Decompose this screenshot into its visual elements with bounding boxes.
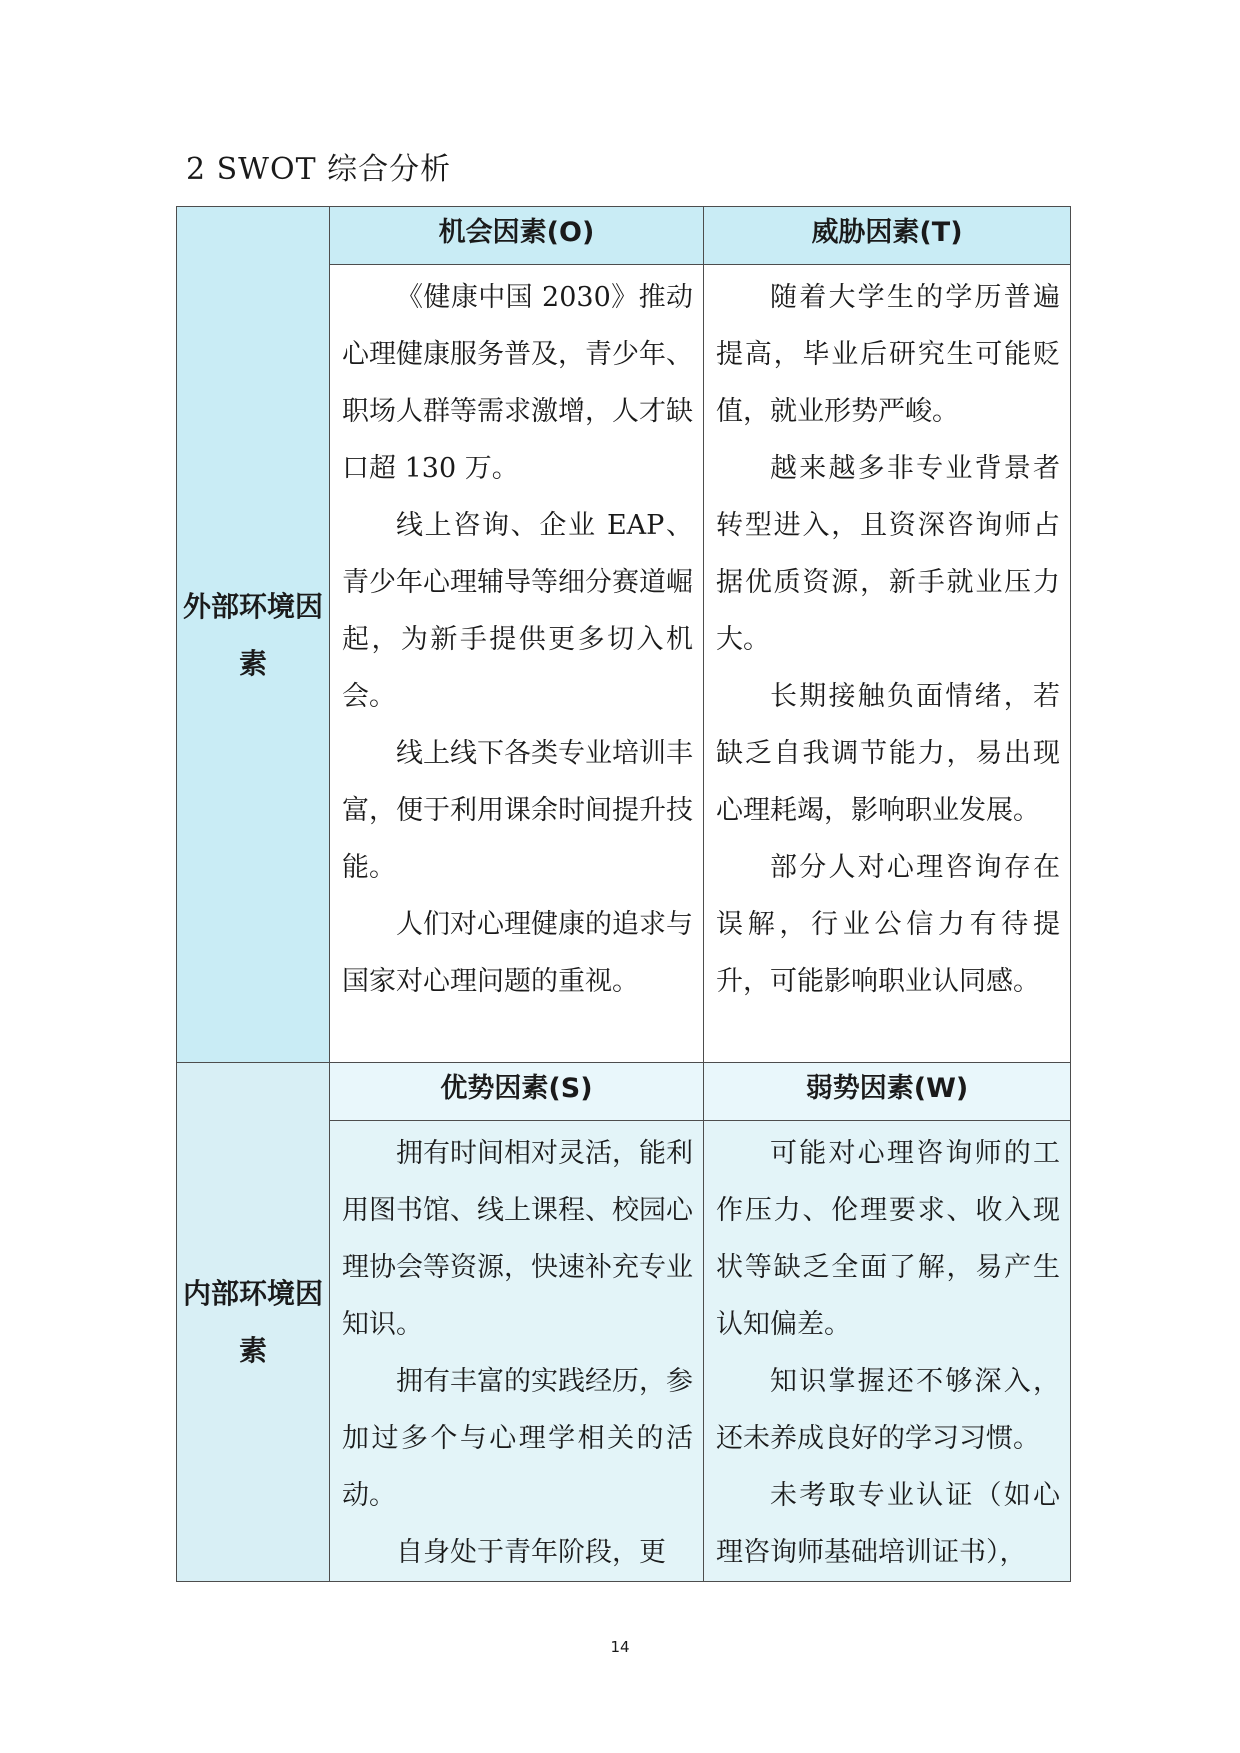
internal-factors-label: 内部环境因素	[183, 1277, 324, 1367]
external-header-row	[177, 207, 1071, 265]
strengths-cell	[330, 1121, 704, 1582]
strengths-header: 优势因素(S)	[440, 1073, 593, 1104]
strength-paragraph: 拥有丰富的实践经历，参加过多个与心理学相关的活动。	[342, 1366, 693, 1511]
threat-paragraph: 越来越多非专业背景者转型进入，且资深咨询师占据优质资源，新手就业压力大。	[716, 453, 1060, 655]
external-factors-label: 外部环境因素	[183, 589, 324, 680]
opportunities-header: 机会因素(O)	[438, 217, 595, 248]
swot-table	[176, 206, 1071, 1582]
threat-paragraph: 部分人对心理咨询存在误解，行业公信力有待提升，可能影响职业认同感。	[716, 852, 1060, 997]
threat-paragraph: 随着大学生的学历普遍提高，毕业后研究生可能贬值，就业形势严峻。	[716, 282, 1060, 427]
opportunity-paragraph: 线上线下各类专业培训丰富，便于利用课余时间提升技能。	[342, 738, 693, 883]
threat-paragraph: 长期接触负面情绪，若缺乏自我调节能力，易出现心理耗竭，影响职业发展。	[716, 681, 1060, 826]
external-factors-cell	[177, 207, 330, 1063]
weakness-paragraph: 可能对心理咨询师的工作压力、伦理要求、收入现状等缺乏全面了解，易产生认知偏差。	[716, 1138, 1060, 1340]
internal-factors-cell	[177, 1063, 330, 1582]
internal-header-row	[177, 1063, 1071, 1121]
threats-header: 威胁因素(T)	[811, 217, 963, 248]
weakness-paragraph: 知识掌握还不够深入，还未养成良好的学习习惯。	[716, 1366, 1060, 1454]
weaknesses-header: 弱势因素(W)	[805, 1073, 969, 1104]
weaknesses-header-cell	[704, 1063, 1071, 1121]
opportunity-paragraph: 《健康中国 2030》推动心理健康服务普及，青少年、职场人群等需求激增，人才缺口超 130 万。	[342, 282, 693, 484]
section-heading: 2 SWOT 综合分析	[186, 152, 452, 187]
threats-cell	[704, 265, 1071, 1063]
threats-header-cell	[704, 207, 1071, 265]
strengths-header-cell	[330, 1063, 704, 1121]
weaknesses-cell	[704, 1121, 1071, 1582]
opportunities-cell	[330, 265, 704, 1063]
strength-paragraph: 自身处于青年阶段，更	[396, 1537, 666, 1568]
weakness-paragraph: 未考取专业认证（如心理咨询师基础培训证书），	[716, 1480, 1060, 1568]
strength-paragraph: 拥有时间相对灵活，能利用图书馆、线上课程、校园心理协会等资源，快速补充专业知识。	[342, 1138, 693, 1340]
page-number: 14	[610, 1638, 630, 1656]
opportunity-paragraph: 线上咨询、企业 EAP、青少年心理辅导等细分赛道崛起，为新手提供更多切入机会。	[342, 510, 693, 712]
opportunity-paragraph: 人们对心理健康的追求与国家对心理问题的重视。	[342, 909, 693, 997]
opportunities-header-cell	[330, 207, 704, 265]
